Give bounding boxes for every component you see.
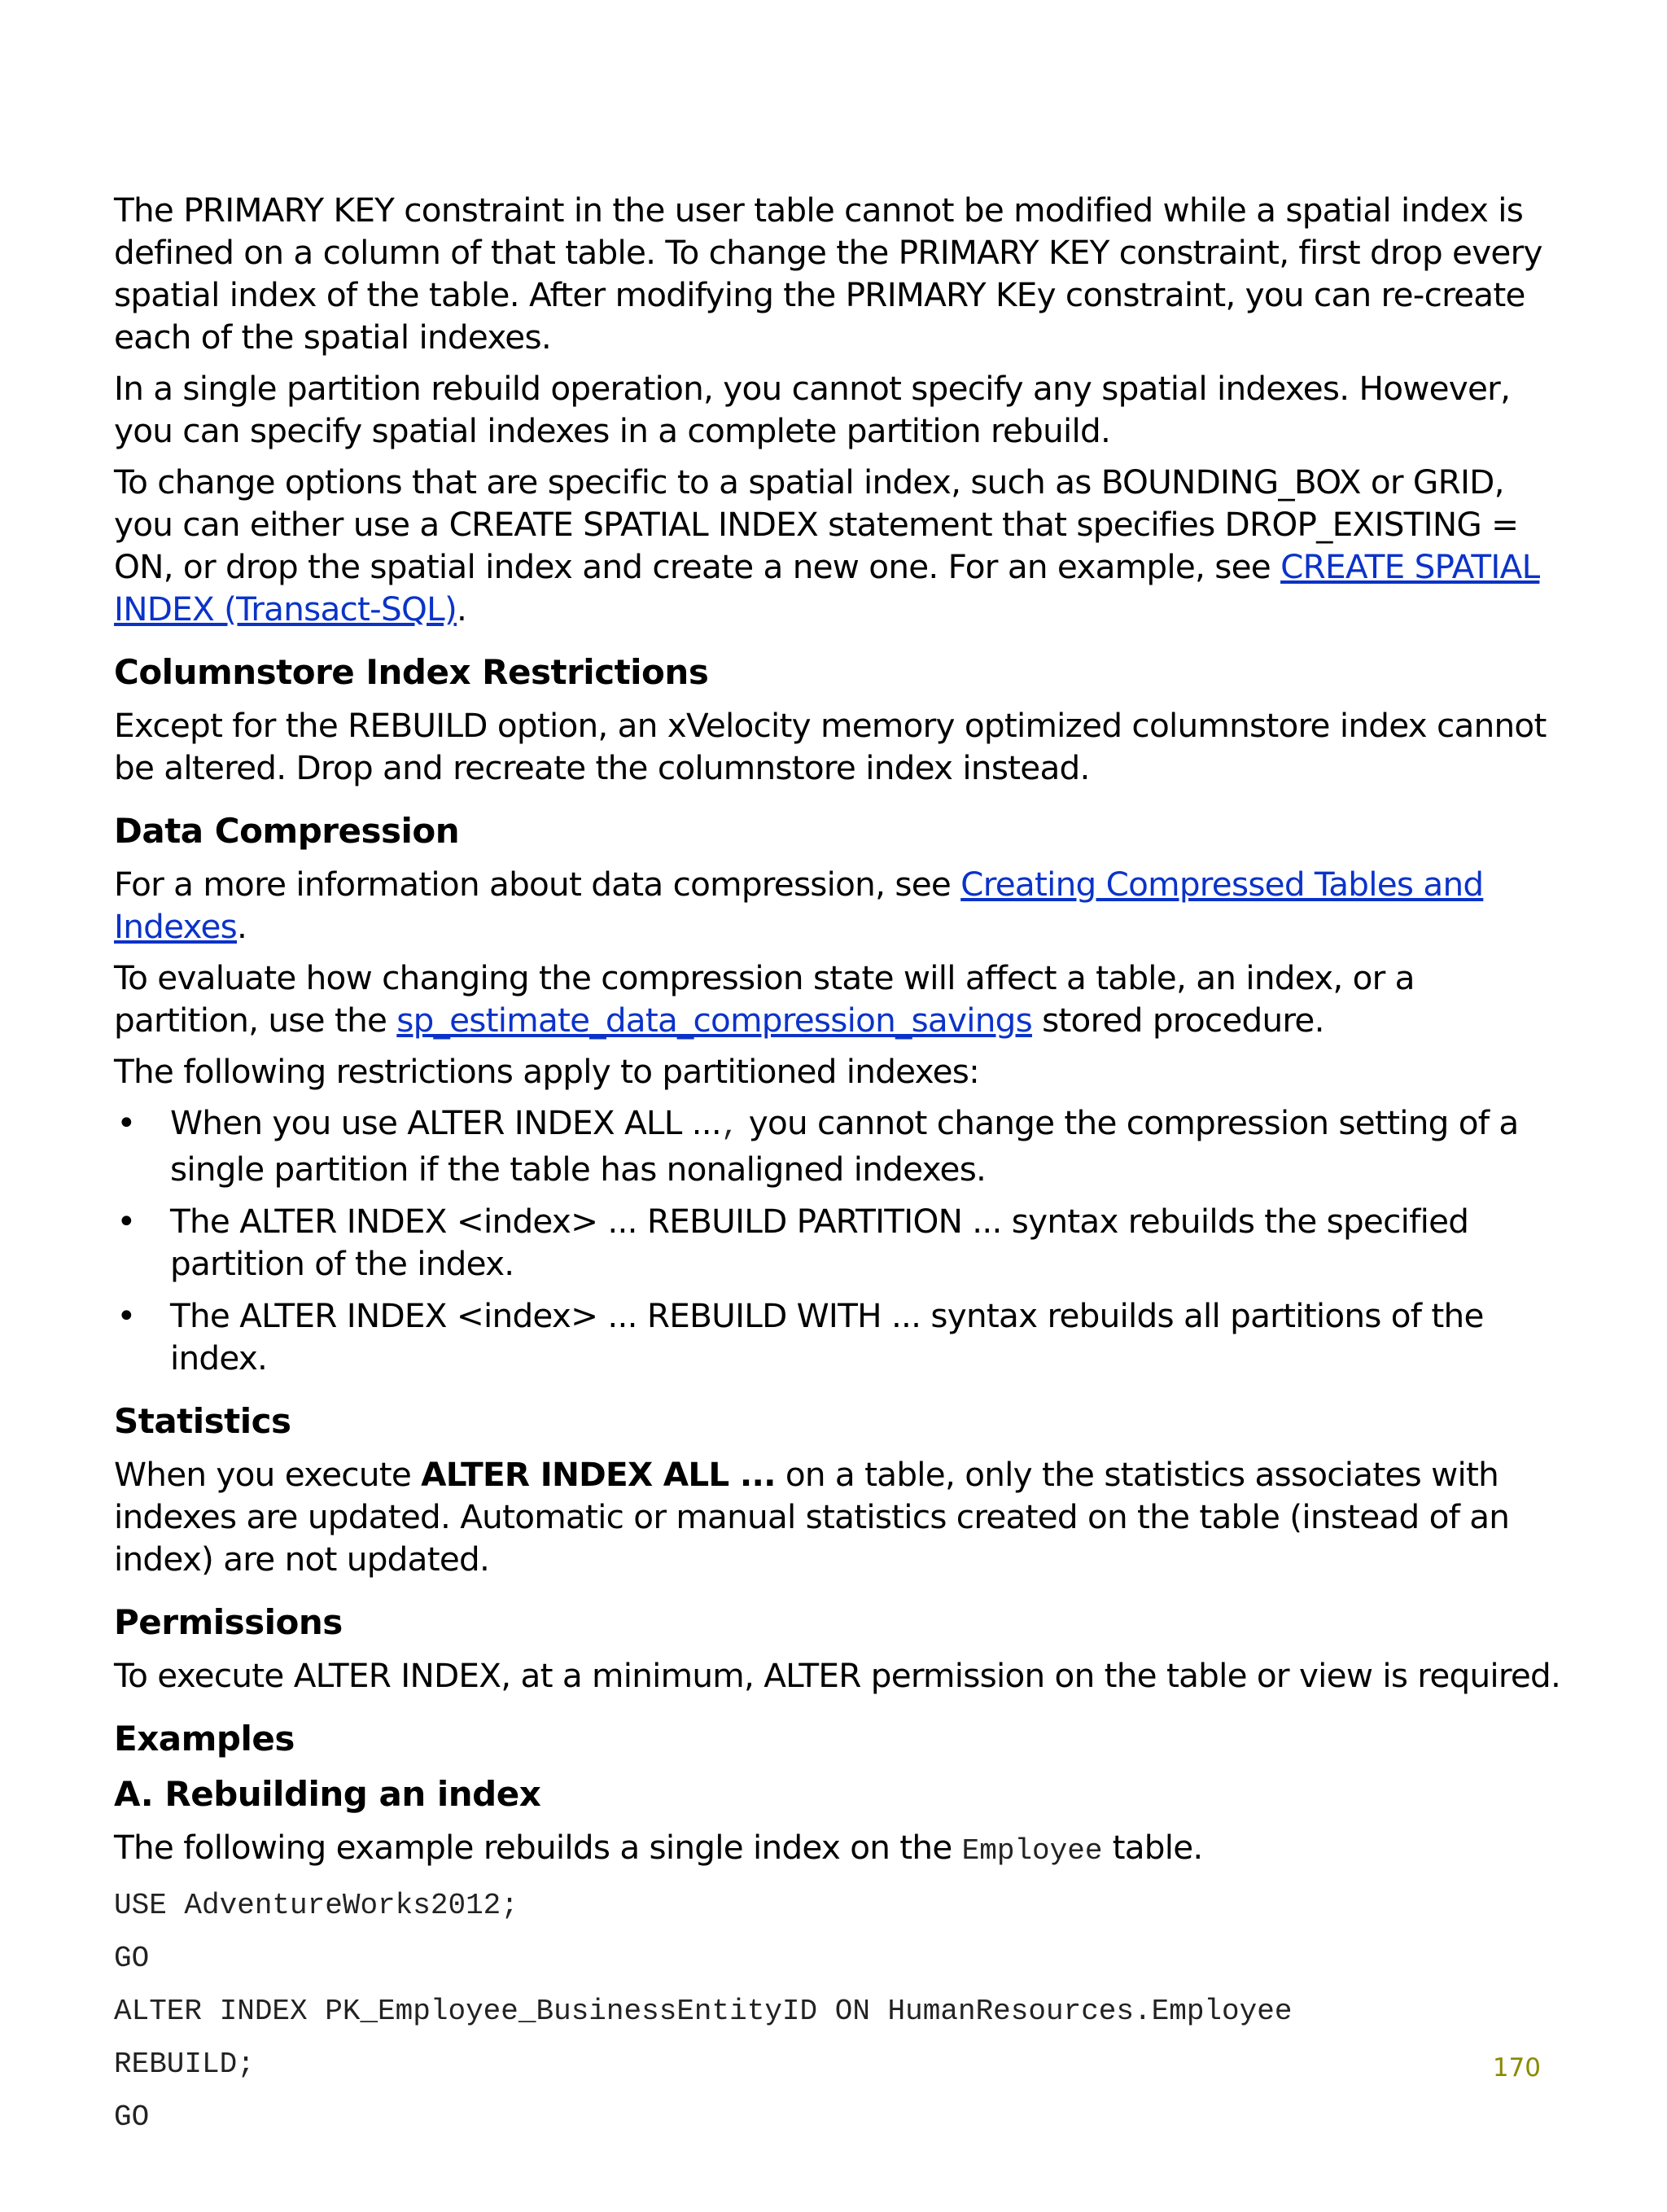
sp-estimate-compression-link[interactable]: sp_estimate_data_compression_savings — [396, 1001, 1032, 1040]
paragraph-compression-evaluate-end: stored procedure. — [1031, 1001, 1324, 1040]
paragraph-compression-info-text: For a more information about data compression, see — [114, 865, 961, 904]
code-line: USE AdventureWorks2012; — [114, 1889, 518, 1922]
code-line: GO — [114, 2100, 150, 2134]
paragraph-example-intro-text: The following example rebuilds a single index on the — [114, 1828, 962, 1867]
paragraph-columnstore: Except for the REBUILD option, an xVelocity memory optimized columnstore index cannot be altered. Drop and recreate the columnstore index instead. — [114, 706, 1547, 787]
page-number: 170 — [1492, 2053, 1541, 2083]
heading-columnstore: Columnstore Index Restrictions — [114, 652, 709, 692]
list-item-text: When you use ALTER INDEX ALL ... — [170, 1103, 722, 1142]
code-line: REBUILD; — [114, 2048, 255, 2081]
paragraph-compression-evaluate — [114, 957, 1563, 1041]
paragraph-primary-key: The PRIMARY KEY constraint in the user table cannot be modified while a spatial index is defined on a column of that table. To change the PRIMARY KEY constraint, first drop every spatial index of the table. After modifying the PRIMARY KEy constraint, you can re-create each of the spatial indexes. — [114, 191, 1542, 357]
creating-compressed-tables-link[interactable]: Creating Compressed Tables and Indexes — [114, 865, 1484, 946]
paragraph-permissions: To execute ALTER INDEX, at a minimum, ALTER permission on the table or view is required. — [114, 1656, 1561, 1695]
code-line: ALTER INDEX PK_Employee_BusinessEntityID ON HumanResources.Employee — [114, 1995, 1293, 2028]
list-item — [114, 1200, 1563, 1285]
paragraph-compression-evaluate-text: To evaluate how changing the compression state will affect a table, an index, or a partition, use the — [114, 958, 1415, 1040]
heading-statistics: Statistics — [114, 1401, 291, 1441]
code-line: GO — [114, 1942, 150, 1975]
heading-rebuilding-index: A. Rebuilding an index — [114, 1774, 541, 1814]
bullet-icon: • — [116, 1103, 136, 1142]
create-spatial-index-link[interactable]: CREATE SPATIAL INDEX (Transact-SQL) — [114, 547, 1540, 629]
list-item-text-end: you cannot change the compression setting of a single partition if the table has nonaligned indexes. — [170, 1103, 1519, 1189]
restrictions-list — [114, 1102, 1563, 1379]
list-item — [114, 1294, 1563, 1379]
list-item — [114, 1102, 1563, 1190]
paragraph-compression-info — [114, 863, 1563, 948]
paragraph-statistics — [114, 1453, 1563, 1580]
code-block — [114, 1889, 1563, 2135]
heading-examples: Examples — [114, 1719, 295, 1759]
list-item-text: The ALTER INDEX <index> ... REBUILD PARTITION ... syntax rebuilds the specified partition of the index. — [170, 1202, 1469, 1283]
document-page — [114, 189, 1563, 2153]
paragraph-spatial-options-end: . — [457, 589, 467, 629]
paragraph-partition-rebuild: In a single partition rebuild operation, you cannot specify any spatial indexes. However, you can specify spatial indexes in a complete partition rebuild. — [114, 369, 1511, 450]
paragraph-restrictions-intro: The following restrictions apply to partitioned indexes: — [114, 1052, 979, 1091]
inline-code-employee: Employee — [961, 1834, 1103, 1868]
list-item-text: The ALTER INDEX <index> ... REBUILD WITH ... syntax rebuilds all partitions of the index. — [170, 1296, 1484, 1378]
bullet-icon: • — [116, 1202, 136, 1241]
paragraph-statistics-text: When you execute — [114, 1455, 422, 1494]
paragraph-spatial-options-text: To change options that are specific to a spatial index, such as BOUNDING_BOX or GRID, you can either use a CREATE SPATIAL INDEX statement that specifies DROP_EXISTING = ON, or drop the spatial index and create a new one. For an example, see — [114, 462, 1519, 586]
list-item-code: , — [721, 1110, 739, 1143]
paragraph-compression-info-end: . — [237, 907, 247, 946]
bullet-icon: • — [116, 1296, 136, 1335]
heading-data-compression: Data Compression — [114, 811, 460, 851]
paragraph-statistics-bold: ALTER INDEX ALL ... — [421, 1455, 776, 1494]
paragraph-example-intro-end: table. — [1102, 1828, 1203, 1867]
paragraph-statistics-end: on a table, only the statistics associates with indexes are updated. Automatic or manual statistics created on the table (instead of an index) are not updated. — [114, 1455, 1510, 1579]
paragraph-example-intro — [114, 1826, 1563, 1873]
heading-permissions: Permissions — [114, 1602, 343, 1642]
paragraph-spatial-options — [114, 461, 1563, 630]
